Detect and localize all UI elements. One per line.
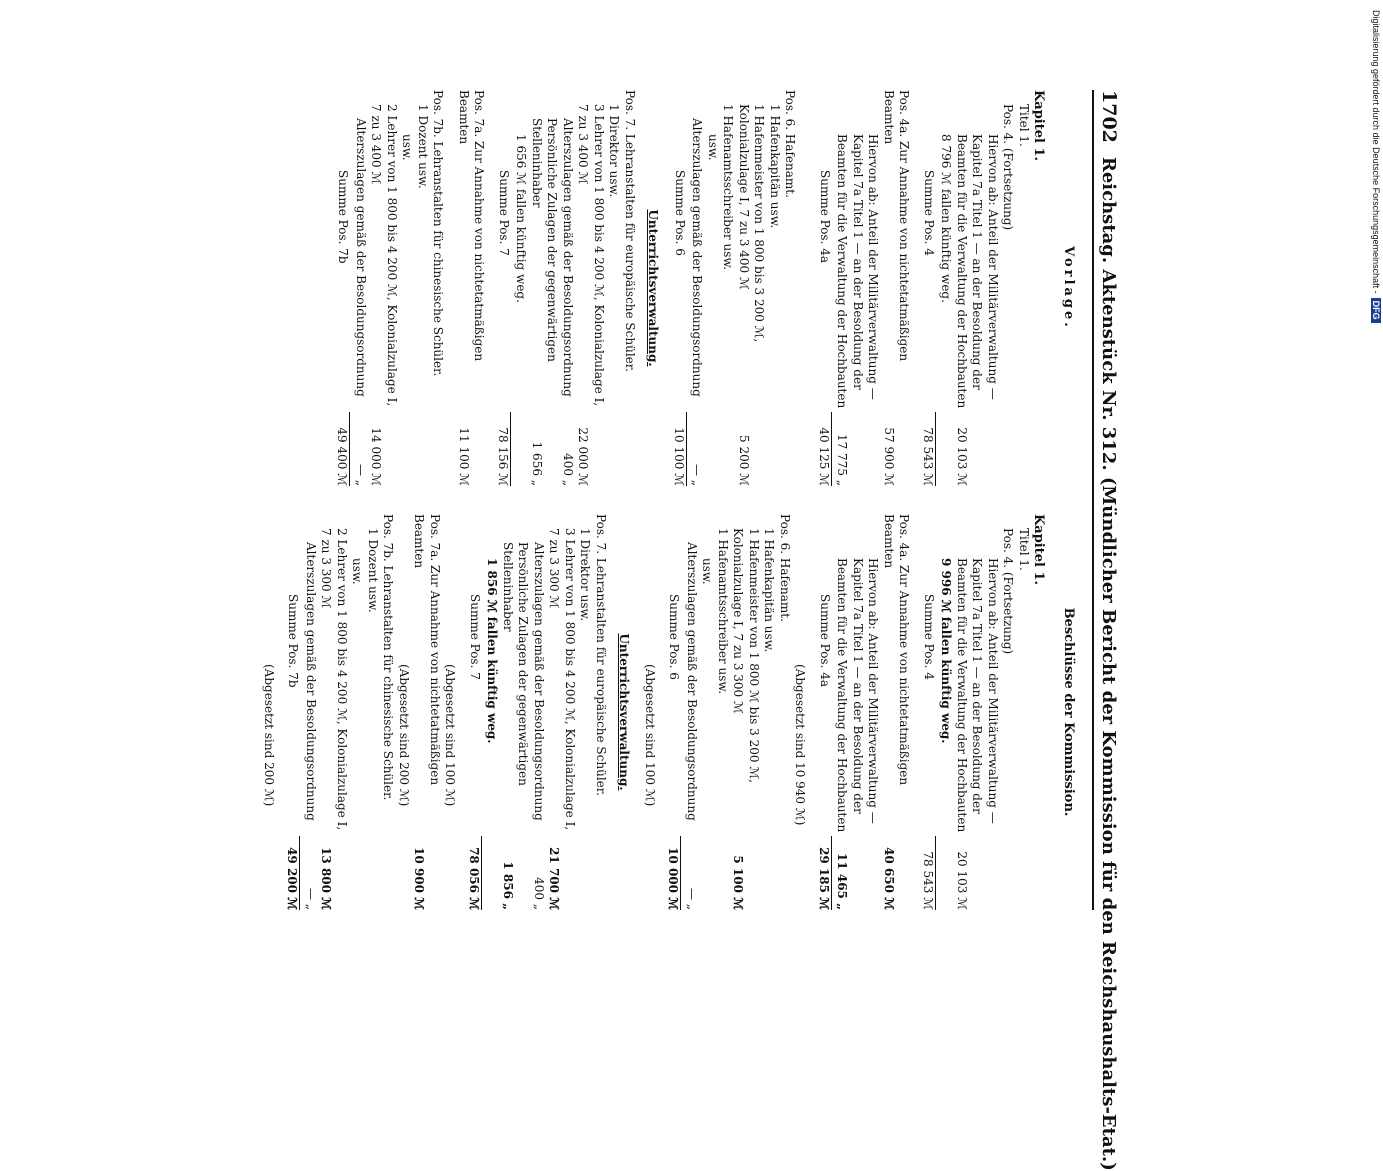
sum-label: Summe Pos. 7b: [286, 594, 301, 688]
amount: 1 656 „: [530, 441, 544, 486]
sum-amount: 49 200 ℳ: [284, 836, 301, 910]
pos-heading: Pos. 7. Lehranstalten für europäische Schüler.: [594, 514, 608, 796]
sum-amount: 78 543 ℳ: [920, 412, 937, 486]
text-line: Hiervon ab: Anteil der Militärverwaltung — Kapitel 7a Titel 1 — an der Besoldung der Beamten für die Verwaltung der Hochbauten: [955, 558, 1000, 833]
amount: 1 856 „: [501, 861, 515, 910]
pos-heading: Pos. 7. Lehranstalten für europäische Schüler.: [623, 90, 637, 372]
text-line: Alterszulagen gemäß der Besoldungsordnung: [304, 542, 318, 821]
sum-label: Summe Pos. 4a: [818, 594, 832, 688]
sum-label: Summe Pos. 4: [922, 594, 936, 680]
sum-label: Summe Pos. 7: [468, 594, 482, 680]
amount: 21 700 ℳ: [547, 847, 562, 910]
note: (Abgesetzt sind 200 ℳ): [397, 664, 411, 807]
amount: 14 000 ℳ: [369, 427, 384, 486]
page-number: 1702: [1098, 90, 1120, 143]
note: (Abgesetzt sind 100 ℳ): [443, 664, 458, 807]
sum-label: Summe Pos. 7: [497, 170, 511, 256]
sum-amount: 10 100 ℳ: [671, 412, 688, 486]
text-line: usw.: [700, 558, 715, 585]
text-line: Alterszulagen gemäß der Besoldungsordnung: [685, 542, 699, 821]
amount: 400 „: [561, 453, 575, 486]
text-line: Hiervon ab: Anteil der Militärverwaltung — Kapitel 7a Titel 1 — an der Besoldung der Beamten für die Verwaltung der Hochbauten: [835, 558, 881, 833]
amount: 5 100 ℳ: [731, 855, 746, 910]
amount: 17 775 „: [835, 433, 850, 486]
sum-amount: 78 156 ℳ: [495, 412, 512, 486]
text-line: usw.: [350, 558, 365, 585]
text-line: 1 856 ℳ fallen künftig weg.: [485, 558, 500, 744]
amount: 40 650 ℳ: [882, 847, 896, 910]
amount: — „: [690, 463, 705, 486]
text-line: 1 Direktor usw.: [607, 104, 622, 198]
titel-heading: Titel 1.: [1017, 528, 1031, 571]
text-line: Alterszulagen gemäß der Besoldungsordnung: [690, 118, 705, 397]
text-line: 1 Direktor usw.: [578, 528, 593, 622]
pos-heading: Pos. 7a. Zur Annahme von nichtetatmäßigen Beamten: [457, 90, 487, 362]
section-heading: Unterrichtsverwaltung.: [617, 633, 632, 791]
text-line: 2 Lehrer von 1 800 bis 4 200 ℳ, Kolonialzulage I, 7 zu 3 300 ℳ: [319, 528, 349, 831]
digitization-footer: [1368, 10, 1383, 400]
text-line: usw.: [706, 134, 720, 161]
amount: 5 200 ℳ: [737, 435, 751, 486]
pos-heading: Pos. 4a. Zur Annahme von nichtetatmäßigen Beamten: [882, 90, 912, 362]
text-line: 8 796 ℳ fallen künftig weg.: [939, 134, 954, 303]
amount: 22 000 ℳ: [576, 427, 591, 486]
footer-text: Digitalisierung gefördert durch die Deutsche Forschungsgemeinschaft -: [1371, 10, 1381, 294]
titel-heading: Titel 1.: [1017, 104, 1031, 147]
text-line: 1 Hafenamtsschreiber usw.: [721, 104, 736, 271]
kapitel-heading: Kapitel 1.: [1031, 514, 1047, 586]
sum-amount: 78 056 ℳ: [466, 836, 483, 910]
text-line: 9 996 ℳ fallen künftig weg.: [939, 558, 954, 744]
text-line: Hiervon ab: Anteil der Militärverwaltung — Kapitel 7a Titel 1 — an der Besoldung der Beamten für die Verwaltung der Hochbauten: [955, 134, 1000, 409]
column-beschluesse: [261, 514, 1083, 910]
amount: 13 800 ℳ: [319, 847, 334, 910]
text-line: 1 656 ℳ fallen künftig weg.: [514, 134, 529, 303]
text-line: Persönliche Zulagen der gegenwärtigen Stelleninhaber: [530, 118, 560, 362]
text-line: 1 Hafenmeister von 1 800 bis 3 200 ℳ, Kolonialzulage I, 7 zu 3 400 ℳ: [737, 104, 767, 343]
text-line: usw.: [400, 134, 415, 161]
text-line: 1 Hafenkapitän usw.: [762, 528, 777, 653]
text-line: 1 Dozent usw.: [366, 528, 380, 613]
text-line: 3 Lehrer von 1 800 bis 4 200 ℳ, Kolonialzulage I, 7 zu 3 300 ℳ: [547, 528, 577, 831]
pos-heading: Pos. 4. (Fortsetzung): [1001, 528, 1016, 655]
pos-heading: Pos. 7b. Lehranstalten für chinesische Schüler.: [431, 90, 446, 377]
sum-amount: 10 000 ℳ: [665, 836, 682, 910]
amount: — „: [304, 887, 318, 910]
dfg-logo: DFG: [1371, 298, 1381, 323]
amount: 11 100 ℳ: [457, 427, 471, 486]
text-line: Hiervon ab: Anteil der Militärverwaltung — Kapitel 7a Titel 1 — an der Besoldung der Beamten für die Verwaltung der Hochbauten: [835, 134, 881, 409]
amount: — „: [685, 887, 699, 910]
amount: 20 103 ℳ: [955, 427, 969, 486]
kapitel-heading: Kapitel 1.: [1031, 90, 1047, 162]
section-heading: Unterrichtsverwaltung.: [646, 209, 661, 367]
text-line: 2 Lehrer von 1 800 bis 4 200 ℳ, Kolonialzulage I, 7 zu 3 400 ℳ: [369, 104, 399, 407]
sum-amount: 78 543 ℳ: [920, 836, 937, 910]
amount: 20 103 ℳ: [955, 851, 969, 910]
pos-heading: Pos. 4a. Zur Annahme von nichtetatmäßigen Beamten: [882, 514, 912, 786]
text-line: Persönliche Zulagen der gegenwärtigen Stelleninhaber: [501, 542, 531, 786]
text-line: Alterszulagen gemäß der Besoldungsordnung: [561, 118, 575, 397]
sum-label: Summe Pos. 4a: [818, 170, 832, 264]
sum-amount: 29 185 ℳ: [816, 836, 833, 910]
amount: 11 465 „: [835, 852, 850, 910]
text-line: 1 Dozent usw.: [416, 104, 430, 189]
sum-label: Summe Pos. 6: [673, 170, 687, 256]
pos-heading: Pos. 6. Hafenamt.: [778, 514, 792, 622]
text-line: 1 Hafenmeister von 1 800 ℳ bis 3 200 ℳ, Kolonialzulage I, 7 zu 3 300 ℳ: [731, 528, 761, 783]
sum-amount: 40 125 ℳ: [816, 412, 833, 486]
text-line: Alterszulagen gemäß der Besoldungsordnung: [532, 542, 546, 821]
page-header: [1092, 90, 1120, 1171]
sum-label: Summe Pos. 4: [922, 170, 936, 256]
note: (Abgesetzt sind 10 940 ℳ): [793, 664, 808, 826]
text-line: 1 Hafenkapitän usw.: [768, 104, 782, 229]
sum-label: Summe Pos. 7b: [336, 170, 351, 264]
pos-heading: Pos. 4. (Fortsetzung): [1001, 104, 1016, 231]
sum-amount: 49 400 ℳ: [334, 412, 351, 486]
pos-heading: Pos. 6. Hafenamt.: [783, 90, 798, 198]
column-vorlage: [261, 90, 1083, 486]
column-title: Vorlage.: [1061, 246, 1076, 330]
pos-heading: Pos. 7b. Lehranstalten für chinesische Schüler.: [381, 514, 396, 801]
column-title: Beschlüsse der Kommission.: [1061, 607, 1076, 817]
text-line: 1 Hafenamtsschreiber usw.: [716, 528, 730, 695]
note: (Abgesetzt sind 100 ℳ): [643, 664, 657, 807]
pos-heading: Pos. 7a. Zur Annahme von nichtetatmäßigen Beamten: [412, 514, 442, 786]
amount: 57 900 ℳ: [882, 427, 896, 486]
text-line: 3 Lehrer von 1 800 bis 4 200 ℳ, Kolonialzulage I, 7 zu 3 400 ℳ: [576, 104, 606, 407]
amount: 400 „: [532, 877, 546, 910]
page-title: Reichstag. Aktenstück Nr. 312. (Mündlicher Bericht der Kommission für den Reichshaushalts-Etat.): [1098, 156, 1119, 1171]
amount: 10 900 ℳ: [412, 847, 427, 910]
text-line: Alterszulagen gemäß der Besoldungsordnung: [354, 118, 368, 397]
amount: — „: [354, 463, 368, 486]
sum-label: Summe Pos. 6: [667, 594, 682, 680]
note: (Abgesetzt sind 200 ℳ): [262, 664, 276, 807]
